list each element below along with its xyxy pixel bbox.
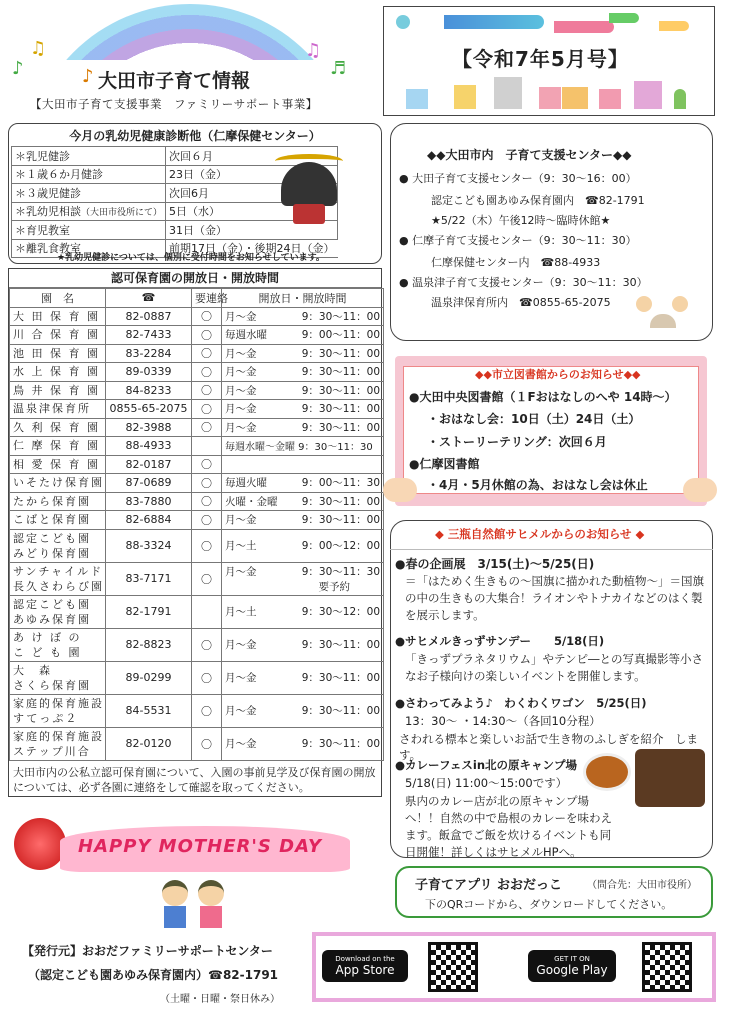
- support-title: ◆◆大田市内 子育て支援センター◆◆: [427, 148, 632, 162]
- event-title: ●カレーフェスin北の原キャンプ場: [395, 758, 578, 772]
- qr-code-android[interactable]: [642, 942, 692, 992]
- child-illustration: [198, 880, 224, 906]
- library-line: ・ストーリーテリング：次回６月: [427, 435, 607, 449]
- table-row: 大 田 保 育 園 82-0887 〇 月～金 9：30～11：00: [10, 307, 384, 326]
- samurai-helmet-icon: [271, 152, 347, 232]
- app-panel: [395, 866, 713, 918]
- download-panel: [312, 932, 716, 1002]
- event-body: 「きっずプラネタリウム」やテンピ―との写真撮影等小さなお子様向けの楽しいイベントを開催します。: [405, 652, 703, 683]
- event-body: ＝「はためく生きもの～国旗に描かれた動植物～」＝国旗の中の生きもの大集合！ライオンやトナカイなどのはく製を展示します。: [405, 574, 704, 622]
- support-center-panel: [390, 123, 713, 341]
- support-line: ● 大田子育て支援センター（9：30～16：00）: [399, 172, 637, 185]
- issue-panel: [383, 6, 715, 116]
- table-row: ＊３歳児健診 次回6月: [12, 184, 338, 203]
- support-line: ● 仁摩子育て支援センター（9：30～11：30）: [399, 234, 637, 247]
- balloon-icon: [396, 15, 410, 29]
- support-line: 温泉津保育所内 ☎0855-65-2075: [431, 296, 611, 309]
- carp-streamer-icon: [554, 21, 614, 33]
- nursery-table: [9, 288, 384, 761]
- music-note-icon: ♪: [12, 58, 24, 79]
- table-row: 温泉津保育所 0855-65-2075 〇 月～金 9：30～11：00: [10, 400, 384, 419]
- music-note-icon: ♫: [30, 38, 47, 59]
- table-row: 認定こども園 あゆみ保育園 82-1791 月～土 9：30～12：00: [10, 595, 384, 628]
- table-row: 川 合 保 育 園 82-7433 〇 毎週水曜 9：00～11：00: [10, 326, 384, 345]
- publisher-line: （土曜・日曜・祭日休み）: [160, 994, 280, 1005]
- table-row: 久 利 保 育 園 82-3988 〇 月～金 9：30～11：00: [10, 418, 384, 437]
- music-note-icon: ♫: [305, 40, 322, 61]
- library-line: ●大田中央図書館（１Fおはなしのへや 14時～）: [409, 390, 677, 404]
- child-illustration: [200, 906, 222, 928]
- table-row: ＊乳児健診 次回６月: [12, 147, 338, 166]
- app-store-button[interactable]: Download on the App Store: [322, 950, 408, 982]
- phone-icon: ☎: [106, 289, 192, 308]
- checkup-footnote: ★乳幼児健診については、個別に受付時間をお知らせしています。: [57, 253, 325, 263]
- checkup-title: 今月の乳幼児健康診断他（仁摩保健センター）: [69, 129, 321, 143]
- event-title: ●さわってみよう♪ わくわくワゴン 5/25(日): [395, 696, 647, 710]
- event-body: さわれる標本と楽しいお話で生き物のふしぎを紹介 します。: [399, 732, 698, 762]
- support-notice: ★5/22（木）午後12時～臨時休館★: [431, 214, 611, 227]
- checkup-panel: [8, 123, 382, 264]
- table-row: あ け ぼ の こ ど も 園 82-8823 〇 月～金 9：30～11：00: [10, 628, 384, 661]
- carp-streamer-icon: [609, 13, 639, 23]
- library-line: ・4月・5月休館の為、おはなし会は休止: [427, 478, 648, 492]
- publisher-line: （認定こども園あゆみ保育園内）☎82-1791: [28, 968, 279, 982]
- table-row: ＊１歳６か月健診 23日（金）: [12, 165, 338, 184]
- library-line: ・おはなし会：10日（土）24日（土）: [427, 412, 641, 426]
- event-body: 5/18(日) 11:00～15:00です）: [405, 776, 568, 790]
- carp-streamer-icon: [659, 21, 689, 31]
- event-body: 13：30～ ・14:30～（各回10分程）: [405, 714, 601, 728]
- music-note-icon: ♬: [330, 58, 347, 79]
- book-page: [403, 366, 699, 494]
- child-illustration: [162, 880, 188, 906]
- table-row: サンチャイルド 長久さわらび園 83-7171 〇 月～金 9：30～11：30 要予約: [10, 562, 384, 595]
- town-illustration: [394, 83, 694, 109]
- carnation-icon: [14, 818, 66, 870]
- table-header: 園 名 ☎ 要連絡 開放日・開放時間: [10, 289, 384, 308]
- library-title: ◆◆市立図書館からのお知らせ◆◆: [475, 368, 641, 381]
- event-title: ●春の企画展 3/15(土)～5/25(日): [395, 557, 595, 571]
- table-row: 大 森 さくら保育園 89-0299 〇 月～金 9：30～11：00: [10, 661, 384, 694]
- table-row: ＊育児教室 31日（金）: [12, 221, 338, 240]
- app-title: 子育てアプリ おおだっこ: [415, 878, 563, 893]
- table-row: 家庭的保育施設 ステップ川合 82-0120 〇 月～金 9：30～11：00: [10, 727, 384, 760]
- table-row: ＊乳幼児相談（大田市役所にて） 5日（水）: [12, 202, 338, 221]
- table-row: ＊離乳食教室 前期17日（金）・後期24日（金）: [12, 239, 338, 258]
- nursery-note: 大田市内の公私立認可保育園について、入園の事前見学及び保育園の開放については、必ず各園に連絡をして確認を取ってください。: [13, 765, 376, 794]
- table-row: こばと保育園 82-6884 〇 月～金 9：30～11：00: [10, 511, 384, 530]
- carp-streamer-icon: [444, 15, 544, 29]
- event-body: 県内のカレー店が北の原キャンプ場へ！！自然の中で島根のカレーを味わえます。飯盒でご飯を炊けるイベントも同日開催！詳しくはサヒメルHPへ。: [405, 794, 612, 859]
- page-title: 大田市子育て情報: [98, 70, 251, 92]
- child-illustration: [164, 906, 186, 928]
- app-contact: （問合先：大田市役所）: [587, 880, 697, 891]
- table-row: 鳥 井 保 育 園 84-8233 〇 月～金 9：30～11：00: [10, 381, 384, 400]
- table-row: 水 上 保 育 園 89-0339 〇 月～金 9：30～11：00: [10, 363, 384, 382]
- hand-illustration: [683, 478, 717, 502]
- table-row: 仁 摩 保 育 園 88-4933 毎週水曜～金曜 9：30～11：30: [10, 437, 384, 456]
- curry-photo: [583, 753, 631, 791]
- library-line: ●仁摩図書館: [409, 457, 480, 471]
- library-panel: [383, 352, 718, 512]
- museum-panel: [390, 520, 713, 858]
- children-playing-illustration: [636, 296, 696, 330]
- hand-illustration: [383, 478, 417, 502]
- app-desc: 下のQRコードから、ダウンロードしてください。: [425, 898, 673, 911]
- nursery-panel: [8, 268, 382, 797]
- table-row: いそたけ保育園 87-0689 〇 毎週火曜 9：00～11：30: [10, 474, 384, 493]
- table-row: たから保育園 83-7880 〇 火曜・金曜 9：30～11：00: [10, 492, 384, 511]
- support-line: ● 温泉津子育て支援センター（9：30～11：30）: [399, 276, 648, 289]
- qr-code-ios[interactable]: [428, 942, 478, 992]
- table-row: 認定こども園 みどり保育園 88-3324 〇 月～土 9：00～12：00: [10, 529, 384, 562]
- publisher-line: 【発行元】おおだファミリーサポートセンター: [22, 944, 273, 958]
- music-note-icon: ♪: [82, 66, 94, 87]
- support-line: 認定こども園あゆみ保育園内 ☎82-1791: [431, 194, 645, 207]
- nursery-title: 認可保育園の開放日・開放時間: [9, 269, 381, 288]
- google-play-button[interactable]: GET IT ON Google Play: [528, 950, 616, 982]
- support-line: 仁摩保健センター内 ☎88-4933: [431, 256, 601, 269]
- page-subtitle: 【大田市子育て支援事業 ファミリーサポート事業】: [30, 97, 318, 111]
- mothers-day-banner: HAPPY MOTHER'S DAY: [78, 836, 322, 857]
- museum-title: ◆ 三瓶自然館サヒメルからのお知らせ ◆: [435, 527, 645, 541]
- table-row: 相 愛 保 育 園 82-0187 〇: [10, 455, 384, 474]
- table-row: 池 田 保 育 園 83-2284 〇 月～金 9：30～11：00: [10, 344, 384, 363]
- issue-title: 【令和7年5月号】: [452, 47, 629, 71]
- event-title: ●サヒメルきっずサンデー 5/18(日): [395, 634, 605, 648]
- table-row: 家庭的保育施設 すてっぷ２ 84-5531 〇 月～金 9：30～11：00: [10, 694, 384, 727]
- curry-photo: [635, 749, 705, 807]
